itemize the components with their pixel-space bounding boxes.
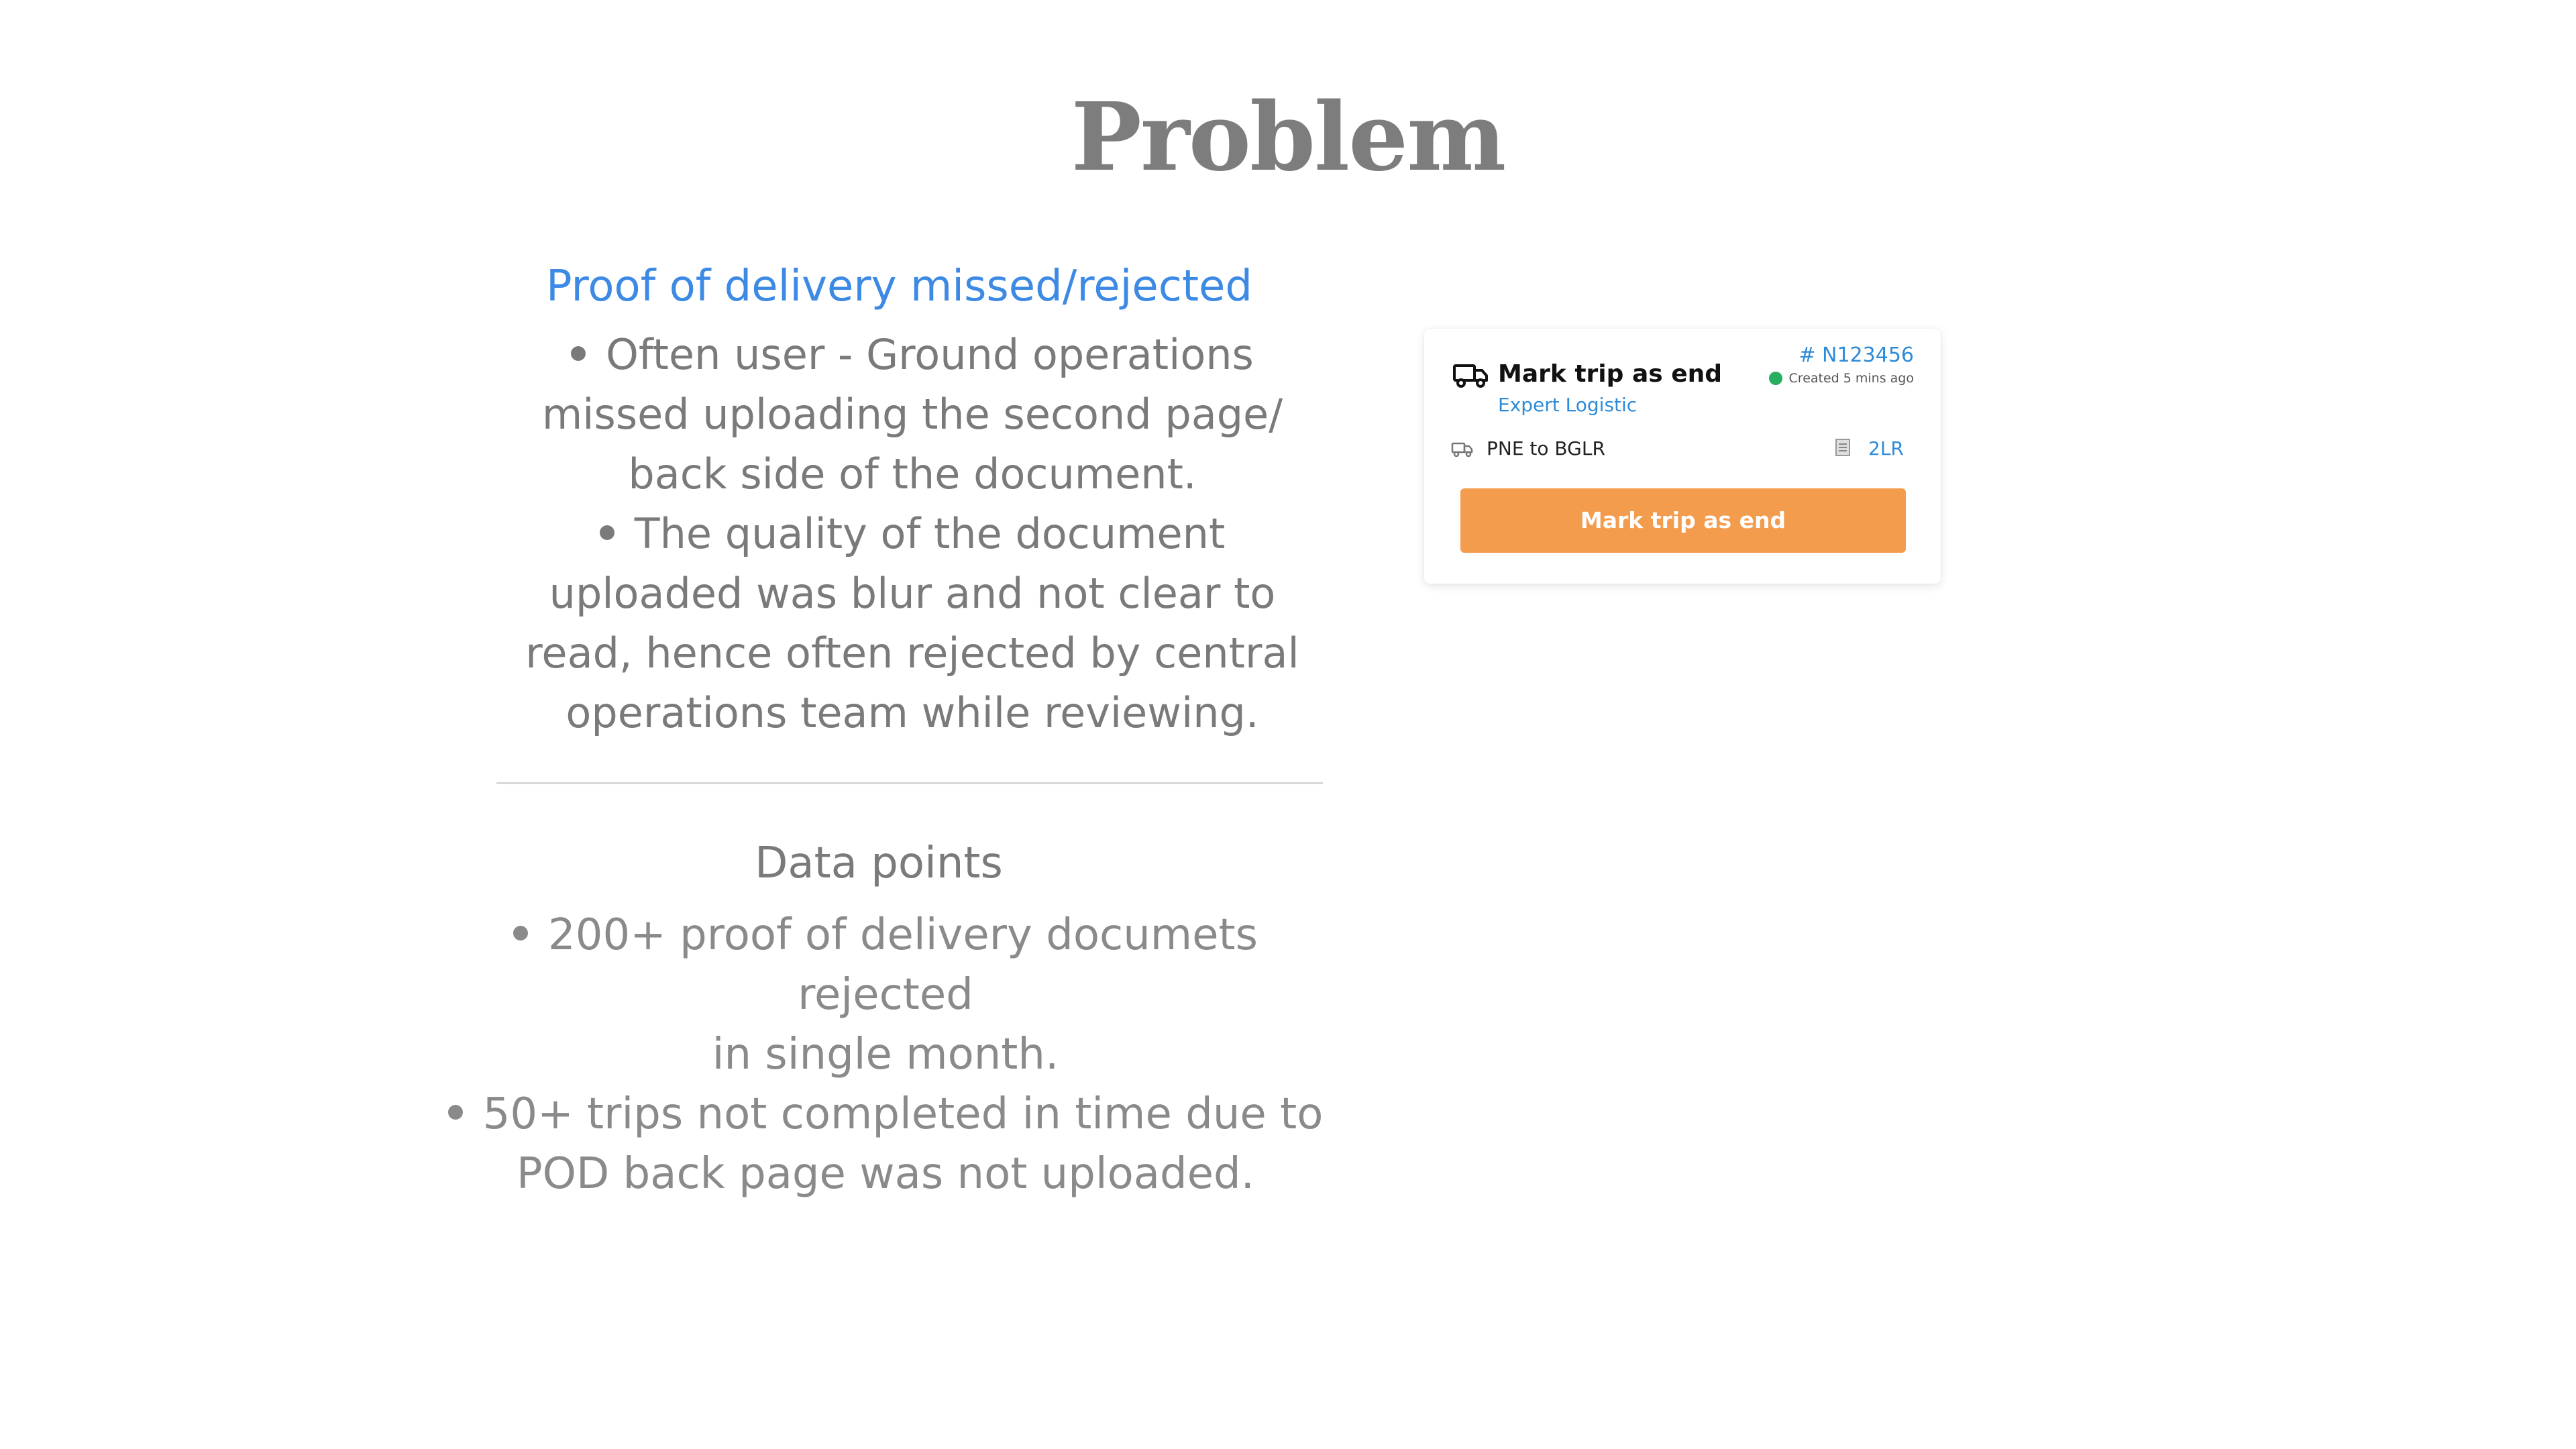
bullet-dot (571, 346, 586, 361)
mark-trip-end-button[interactable]: Mark trip as end (1460, 488, 1906, 553)
section-divider (496, 782, 1323, 784)
problem-bullet-2-line-3: read, hence often rejected by central (525, 629, 1299, 678)
problem-bullet-1-line-1: Often user - Ground operations (510, 325, 1315, 384)
route-label: PNE to BGLR (1487, 437, 1605, 460)
problem-subtitle: Proof of delivery missed/rejected (546, 262, 1253, 311)
problem-bullet-2-line-2: uploaded was blur and not clear to (549, 569, 1276, 618)
slide-title: Problem (1071, 83, 1505, 193)
data-points-title: Data points (755, 839, 1003, 888)
data-points-bullets (443, 906, 1328, 1204)
card-title: Mark trip as end (1498, 360, 1723, 388)
truck-icon (1452, 362, 1489, 389)
status-badge (1769, 369, 1914, 388)
problem-bullet-2-line-4: operations team while reviewing. (566, 688, 1259, 737)
problem-bullet-2-line-1: The quality of the document (510, 504, 1315, 564)
trip-id: # N123456 (1799, 343, 1914, 367)
company-link[interactable]: Expert Logistic (1498, 394, 1638, 416)
problem-bullet-1-line-2: missed uploading the second page/ (541, 390, 1283, 439)
data-bullet-2-line-1: 50+ trips not completed in time due to (443, 1085, 1328, 1144)
data-bullet-1-line-2: in single month. (712, 1030, 1059, 1079)
bullet-dot (448, 1105, 463, 1120)
lr-count-link[interactable]: 2LR (1868, 437, 1904, 460)
status-text: Created 5 mins ago (1788, 371, 1914, 386)
trip-card (1424, 329, 1941, 584)
data-bullet-1-line-1: 200+ proof of delivery documets rejected (443, 906, 1328, 1025)
data-bullet-2-line-2: POD back page was not uploaded. (517, 1149, 1254, 1199)
problem-bullets (510, 325, 1315, 743)
document-icon (1835, 438, 1851, 457)
status-dot-icon (1769, 372, 1782, 385)
problem-bullet-1-line-3: back side of the document. (628, 449, 1197, 498)
small-truck-icon (1451, 441, 1474, 458)
bullet-dot (513, 926, 528, 941)
bullet-dot (600, 525, 614, 540)
